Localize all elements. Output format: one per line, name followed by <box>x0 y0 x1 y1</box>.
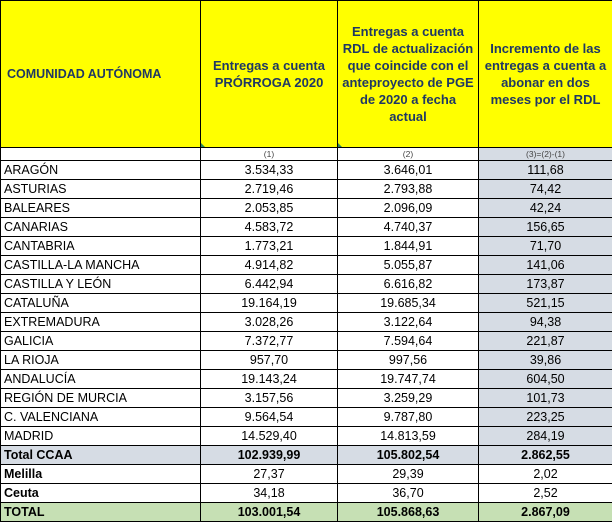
prorroga-cell: 4.583,72 <box>201 218 338 237</box>
table-row <box>1 351 612 370</box>
prorroga-cell: 2.719,46 <box>201 180 338 199</box>
total-ccaa-label: Total CCAA <box>1 446 201 465</box>
prorroga-cell: 4.914,82 <box>201 256 338 275</box>
header-incremento: Incremento de las entregas a cuenta a abonar en dos meses por el RDL <box>479 1 612 148</box>
community-name: REGIÓN DE MURCIA <box>1 389 201 408</box>
community-name: ANDALUCÍA <box>1 370 201 389</box>
incremento-cell: 141,06 <box>479 256 612 275</box>
rdl-cell: 3.122,64 <box>338 313 479 332</box>
incremento-cell: 604,50 <box>479 370 612 389</box>
total-ccaa-rdl: 105.802,54 <box>338 446 479 465</box>
incremento-cell: 156,65 <box>479 218 612 237</box>
rdl-cell: 2.096,09 <box>338 199 479 218</box>
incremento-cell: 223,25 <box>479 408 612 427</box>
table-row <box>1 180 612 199</box>
ceuta-incremento: 2,52 <box>479 484 612 503</box>
table-row <box>1 218 612 237</box>
rdl-cell: 5.055,87 <box>338 256 479 275</box>
incremento-cell: 71,70 <box>479 237 612 256</box>
community-name: EXTREMADURA <box>1 313 201 332</box>
community-name: CASTILLA-LA MANCHA <box>1 256 201 275</box>
incremento-cell: 173,87 <box>479 275 612 294</box>
total-label: TOTAL <box>1 503 201 522</box>
prorroga-cell: 19.164,19 <box>201 294 338 313</box>
community-name: ASTURIAS <box>1 180 201 199</box>
prorroga-cell: 9.564,54 <box>201 408 338 427</box>
table-row <box>1 370 612 389</box>
prorroga-cell: 14.529,40 <box>201 427 338 446</box>
table-row <box>1 161 612 180</box>
community-name: C. VALENCIANA <box>1 408 201 427</box>
note-empty <box>1 148 201 161</box>
prorroga-cell: 6.442,94 <box>201 275 338 294</box>
melilla-row <box>1 465 612 484</box>
incremento-cell: 221,87 <box>479 332 612 351</box>
community-name: BALEARES <box>1 199 201 218</box>
total-incremento: 2.867,09 <box>479 503 612 522</box>
header-prorroga: Entregas a cuenta PRÓRROGA 2020 <box>201 1 338 148</box>
prorroga-cell: 2.053,85 <box>201 199 338 218</box>
total-row <box>1 503 612 522</box>
community-name: CATALUÑA <box>1 294 201 313</box>
table-row <box>1 199 612 218</box>
total-prorroga: 103.001,54 <box>201 503 338 522</box>
header-rdl: Entregas a cuenta RDL de actualización que coincide con el anteproyecto de PGE de 2020 a fecha actual <box>338 1 479 148</box>
incremento-cell: 101,73 <box>479 389 612 408</box>
rdl-cell: 19.747,74 <box>338 370 479 389</box>
incremento-cell: 39,86 <box>479 351 612 370</box>
rdl-cell: 1.844,91 <box>338 237 479 256</box>
prorroga-cell: 3.157,56 <box>201 389 338 408</box>
rdl-cell: 3.259,29 <box>338 389 479 408</box>
note-col2: (1) <box>201 148 338 161</box>
incremento-cell: 521,15 <box>479 294 612 313</box>
incremento-cell: 94,38 <box>479 313 612 332</box>
table-row <box>1 427 612 446</box>
prorroga-cell: 7.372,77 <box>201 332 338 351</box>
rdl-cell: 14.813,59 <box>338 427 479 446</box>
prorroga-cell: 1.773,21 <box>201 237 338 256</box>
rdl-cell: 997,56 <box>338 351 479 370</box>
rdl-cell: 3.646,01 <box>338 161 479 180</box>
community-name: CANARIAS <box>1 218 201 237</box>
rdl-cell: 7.594,64 <box>338 332 479 351</box>
ceuta-row <box>1 484 612 503</box>
ceuta-rdl: 36,70 <box>338 484 479 503</box>
table-row <box>1 237 612 256</box>
note-col4: (3)=(2)-(1) <box>479 148 612 161</box>
prorroga-cell: 19.143,24 <box>201 370 338 389</box>
community-name: GALICIA <box>1 332 201 351</box>
rdl-cell: 6.616,82 <box>338 275 479 294</box>
rdl-cell: 2.793,88 <box>338 180 479 199</box>
community-name: ARAGÓN <box>1 161 201 180</box>
community-name: MADRID <box>1 427 201 446</box>
community-name: LA RIOJA <box>1 351 201 370</box>
total-ccaa-row <box>1 446 612 465</box>
table-row <box>1 389 612 408</box>
table-row <box>1 275 612 294</box>
header-comunidad: COMUNIDAD AUTÓNOMA <box>1 1 201 148</box>
rdl-cell: 4.740,37 <box>338 218 479 237</box>
rdl-cell: 19.685,34 <box>338 294 479 313</box>
incremento-cell: 42,24 <box>479 199 612 218</box>
incremento-cell: 111,68 <box>479 161 612 180</box>
rdl-cell: 9.787,80 <box>338 408 479 427</box>
prorroga-cell: 957,70 <box>201 351 338 370</box>
table-row <box>1 332 612 351</box>
table-body <box>1 161 612 522</box>
total-rdl: 105.868,63 <box>338 503 479 522</box>
melilla-label: Melilla <box>1 465 201 484</box>
note-col3: (2) <box>338 148 479 161</box>
total-ccaa-incremento: 2.862,55 <box>479 446 612 465</box>
community-name: CANTABRIA <box>1 237 201 256</box>
incremento-cell: 284,19 <box>479 427 612 446</box>
community-name: CASTILLA Y LEÓN <box>1 275 201 294</box>
table-row <box>1 256 612 275</box>
melilla-prorroga: 27,37 <box>201 465 338 484</box>
table-row <box>1 313 612 332</box>
prorroga-cell: 3.534,33 <box>201 161 338 180</box>
prorroga-cell: 3.028,26 <box>201 313 338 332</box>
total-ccaa-prorroga: 102.939,99 <box>201 446 338 465</box>
table-row <box>1 294 612 313</box>
table-row <box>1 408 612 427</box>
ceuta-prorroga: 34,18 <box>201 484 338 503</box>
melilla-rdl: 29,39 <box>338 465 479 484</box>
ceuta-label: Ceuta <box>1 484 201 503</box>
melilla-incremento: 2,02 <box>479 465 612 484</box>
incremento-cell: 74,42 <box>479 180 612 199</box>
